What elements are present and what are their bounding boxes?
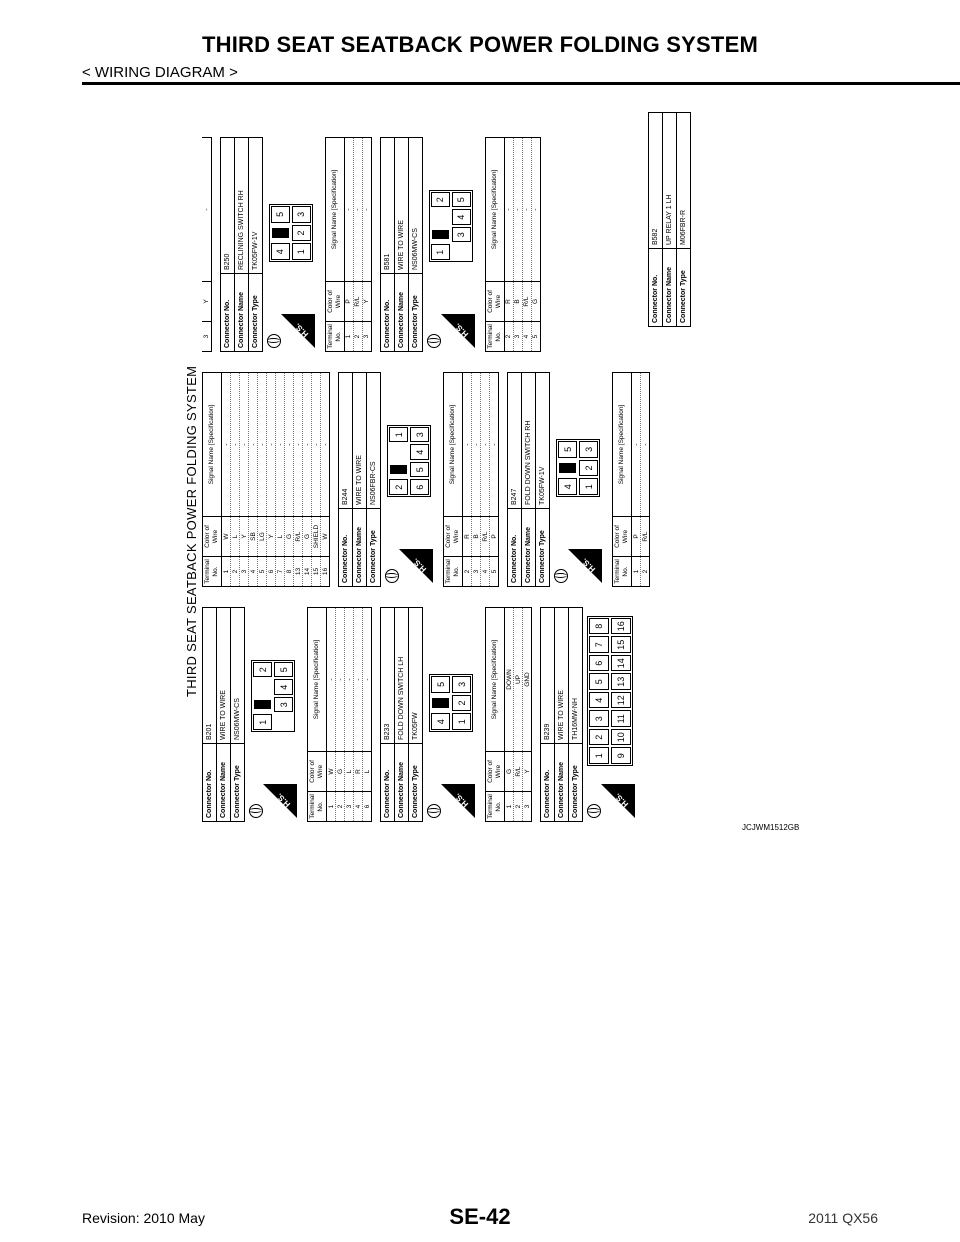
table-row: 2 R/L - [353,138,362,352]
table-row: 3 Y - [202,138,211,352]
wiring-diagram-figure [178,82,878,842]
hs-label: H.S. [274,791,293,809]
table-row: 3 Y GND [523,608,532,822]
hs-label: H.S. [579,556,598,574]
connector-info-table: Connector No. B247 Connector Name FOLD DOWN SWITCH RH Connector Type TK05FW-1V [507,372,550,587]
terminal-table: Terminal No. Color of Wire Signal Name [Specification] 1 P - 2 R/L - 3 Y - [325,137,372,352]
terminal-table: Terminal No. Color of Wire Signal Name [Specification] 1 P - 2 R/L - [612,372,650,587]
table-row: 13 R/L - [294,373,303,587]
table-row: 3 Y - [362,138,371,352]
table-row: 7 L - [276,373,285,587]
connector-key [390,465,407,475]
table-row: 2 R/L UP [514,608,523,822]
connector-info-table: Connector No. B582 Connector Name UP RELAY 1 LH Connector Type M06FBR-R [648,112,691,327]
hs-label: H.S. [292,321,310,339]
connector-face-row [263,137,325,352]
connector-face-row [550,372,612,587]
table-row: 1 P - [632,373,641,587]
terminal-table: Terminal No. Color of Wire Signal Name [Specification] 1 W - 2 G - 3 L - 4 R - 6 L - [307,607,372,822]
terminal-table: Terminal No. Color of Wire Signal Name [Specification] 1 G DOWN 2 R/L UP 3 Y GND [485,607,532,822]
figure-column-4 [648,112,699,327]
connector-face: 1 2 3 4 5 6 7 8 9 10 11 12 13 14 15 16 [587,616,633,766]
harness-globe-icon [249,804,263,818]
table-row: 4 R/L - [522,138,531,352]
connector-key [432,698,449,709]
table-row: 3 L - [345,608,354,822]
connector-key [272,228,289,239]
connector-block [540,607,645,822]
footer-revision: Revision: 2010 May [82,1210,205,1226]
harness-globe-icon [427,334,441,348]
table-row: 8 G - [285,373,294,587]
harness-globe-icon [427,804,441,818]
table-row: 14 G - [303,373,312,587]
figure-code: JCJWM1512GB [742,823,800,832]
connector-info-table: Connector No. B581 Connector Name WIRE TO WIRE Connector Type NS06MW-CS [380,137,423,352]
table-row: 3 Y - [240,373,249,587]
connector-key [432,230,449,240]
connector-face-row [245,607,307,822]
page-title: THIRD SEAT SEATBACK POWER FOLDING SYSTEM [202,32,758,57]
table-row: 2 R/L - [641,373,650,587]
terminal-table [202,137,212,352]
table-row: 2 R - [463,373,472,587]
table-row: 4 SB - [249,373,258,587]
table-row: 2 R - [504,138,513,352]
figure-column-2 [202,372,658,587]
connector-face-row [583,607,645,822]
table-row: 6 L - [363,608,372,822]
figure-column-1 [202,607,653,822]
table-row: 1 W - [327,608,336,822]
table-row: 5 P - [490,373,499,587]
harness-globe-icon [587,804,601,818]
connector-block [380,137,541,352]
table-row: 5 G - [531,138,540,352]
connector-block [507,372,650,587]
table-row: 2 L - [231,373,240,587]
figure-column-3 [202,137,549,352]
connector-block [202,607,372,822]
connector-info-table: Connector No. B233 Connector Name FOLD DOWN SWITCH LH Connector Type TK05FW [380,607,423,822]
table-row: 1 W - [222,373,231,587]
connector-block [648,112,691,327]
connector-key [254,700,271,710]
connector-block [380,607,532,822]
table-row: 6 Y - [267,373,276,587]
terminal-table: Terminal No. Color of Wire Signal Name [Specification] 1 W - 2 L - 3 Y - 4 SB - 5 LG - 6 Y - 7 L - 8 G - 13 R/L - 14 G - 15 SHIELD - 16 W - [202,372,330,587]
connector-face: 2 1 6 5 4 3 [387,425,431,497]
hs-label: H.S. [410,556,429,574]
connector-face-row [423,137,485,352]
table-row: 16 W - [321,373,330,587]
table-row: 4 R - [354,608,363,822]
hs-label: H.S. [452,791,471,809]
terminal-table: Terminal No. Color of Wire Signal Name [Specification] 2 R - 3 B - 4 R/L - 5 P - [443,372,499,587]
connector-face: 4 5 1 2 3 [269,204,313,262]
connector-key [559,463,576,474]
table-row: 3 B - [472,373,481,587]
page-subtitle: < WIRING DIAGRAM > [82,64,238,81]
connector-block [202,137,212,352]
table-row: 1 G DOWN [505,608,514,822]
connector-info-table: Connector No. B201 Connector Name WIRE TO WIRE Connector Type NS06MW-CS [202,607,245,822]
table-row: 5 LG - [258,373,267,587]
connector-face: 4 5 1 2 3 [429,674,473,732]
connector-block [338,372,499,587]
connector-block [220,137,372,352]
table-row: 3 B - [513,138,522,352]
table-row: 15 SHIELD - [312,373,321,587]
connector-face: 1 2 3 4 5 [251,660,295,732]
table-row: 4 R/L - [481,373,490,587]
harness-globe-icon [267,334,281,348]
table-row: 1 P - [344,138,353,352]
connector-block [202,372,330,587]
table-row: 2 G - [336,608,345,822]
footer-page-number: SE-42 [449,1204,511,1229]
connector-face-row [423,607,485,822]
connector-face: 4 5 1 2 3 [556,439,600,497]
connector-face-row [381,372,443,587]
figure-title: THIRD SEAT SEATBACK POWER FOLDING SYSTEM [184,365,199,697]
connector-info-table: Connector No. B250 Connector Name RECLINING SWITCH RH Connector Type TK05FW-1V [220,137,263,352]
connector-info-table: Connector No. B239 Connector Name WIRE TO WIRE Connector Type TH16MW-NH [540,607,583,822]
hs-label: H.S. [452,321,470,339]
footer-model: 2011 QX56 [808,1210,878,1226]
harness-globe-icon [385,569,399,583]
connector-info-table: Connector No. B244 Connector Name WIRE TO WIRE Connector Type NS06FBR-CS [338,372,381,587]
harness-globe-icon [554,569,568,583]
hs-label: H.S. [612,791,631,809]
terminal-table: Terminal No. Color of Wire Signal Name [Specification] 2 R - 3 B - 4 R/L - 5 G - [485,137,541,352]
connector-face: 1 2 3 4 5 [429,190,473,262]
